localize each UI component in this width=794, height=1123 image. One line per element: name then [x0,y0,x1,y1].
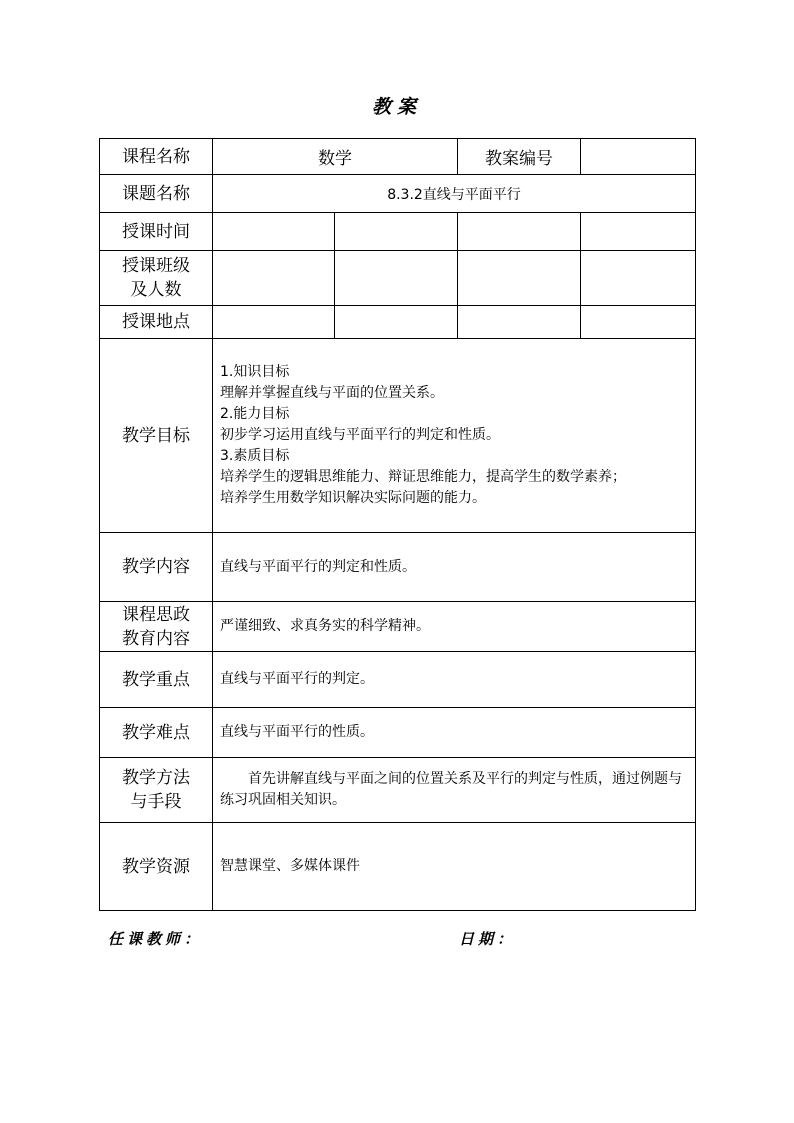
lesson-plan-table [99,138,696,911]
content-value: 直线与平面平行的判定和性质。 [213,533,696,602]
location-cell-3 [458,306,581,339]
ideology-label-line1: 课程思政 [122,604,190,625]
topic-value: 8.3.2直线与平面平行 [213,175,696,213]
ideology-label [100,602,213,652]
row-content [100,533,696,602]
class-label [100,251,213,306]
document-title: 教案 [371,96,422,118]
location-cell-2 [335,306,458,339]
course-name-value: 数学 [213,139,458,175]
row-class [100,251,696,306]
time-label: 授课时间 [100,213,213,251]
plan-number-label: 教案编号 [458,139,581,175]
objectives-line: 3.素质目标 [220,448,290,464]
class-cell-2 [335,251,458,306]
row-resources [100,823,696,911]
ideology-value: 严谨细致、求真务实的科学精神。 [213,602,696,652]
course-name-label: 课程名称 [100,139,213,175]
objectives-line: 2.能力目标 [220,406,290,422]
difficulty-label: 教学难点 [100,708,213,758]
objectives-line: 1.知识目标 [220,364,290,380]
topic-label: 课题名称 [100,175,213,213]
class-cell-1 [213,251,335,306]
row-keypoint [100,652,696,708]
method-label [100,758,213,823]
class-cell-4 [581,251,696,306]
resources-value: 智慧课堂、多媒体课件 [213,823,696,911]
class-label-line1: 授课班级 [122,256,190,276]
row-difficulty [100,708,696,758]
content-label: 教学内容 [100,533,213,602]
objectives-line: 培养学生的逻辑思维能力、辩证思维能力，提高学生的数学素养； [220,469,626,485]
objectives-label: 教学目标 [100,339,213,533]
date-label: 日期： [459,930,517,948]
keypoint-label: 教学重点 [100,652,213,708]
class-label-line2: 及人数 [130,280,182,300]
location-cell-4 [581,306,696,339]
objectives-line: 初步学习运用直线与平面平行的判定和性质。 [220,427,500,443]
row-course-name [100,139,696,175]
location-cell-1 [213,306,335,339]
objectives-line: 理解并掌握直线与平面的位置关系。 [220,385,444,401]
row-location [100,306,696,339]
row-ideology [100,602,696,652]
row-time [100,213,696,251]
class-cell-3 [458,251,581,306]
row-method [100,758,696,823]
ideology-label-line2: 教育内容 [122,628,190,649]
time-cell-2 [335,213,458,251]
time-cell-4 [581,213,696,251]
time-cell-1 [213,213,335,251]
objectives-line: 培养学生用数学知识解决实际问题的能力。 [220,490,486,506]
plan-number-value [581,139,696,175]
method-label-line2: 与手段 [130,792,182,812]
method-value: 首先讲解直线与平面之间的位置关系及平行的判定与性质，通过例题与练习巩固相关知识。 [213,758,696,823]
time-cell-3 [458,213,581,251]
row-topic [100,175,696,213]
resources-label: 教学资源 [100,823,213,911]
objectives-value [213,339,696,533]
row-objectives [100,339,696,533]
keypoint-value: 直线与平面平行的判定。 [213,652,696,708]
difficulty-value: 直线与平面平行的性质。 [213,708,696,758]
location-label: 授课地点 [100,306,213,339]
method-label-line1: 教学方法 [122,768,190,788]
teacher-signature-label: 任课教师： [108,930,204,948]
